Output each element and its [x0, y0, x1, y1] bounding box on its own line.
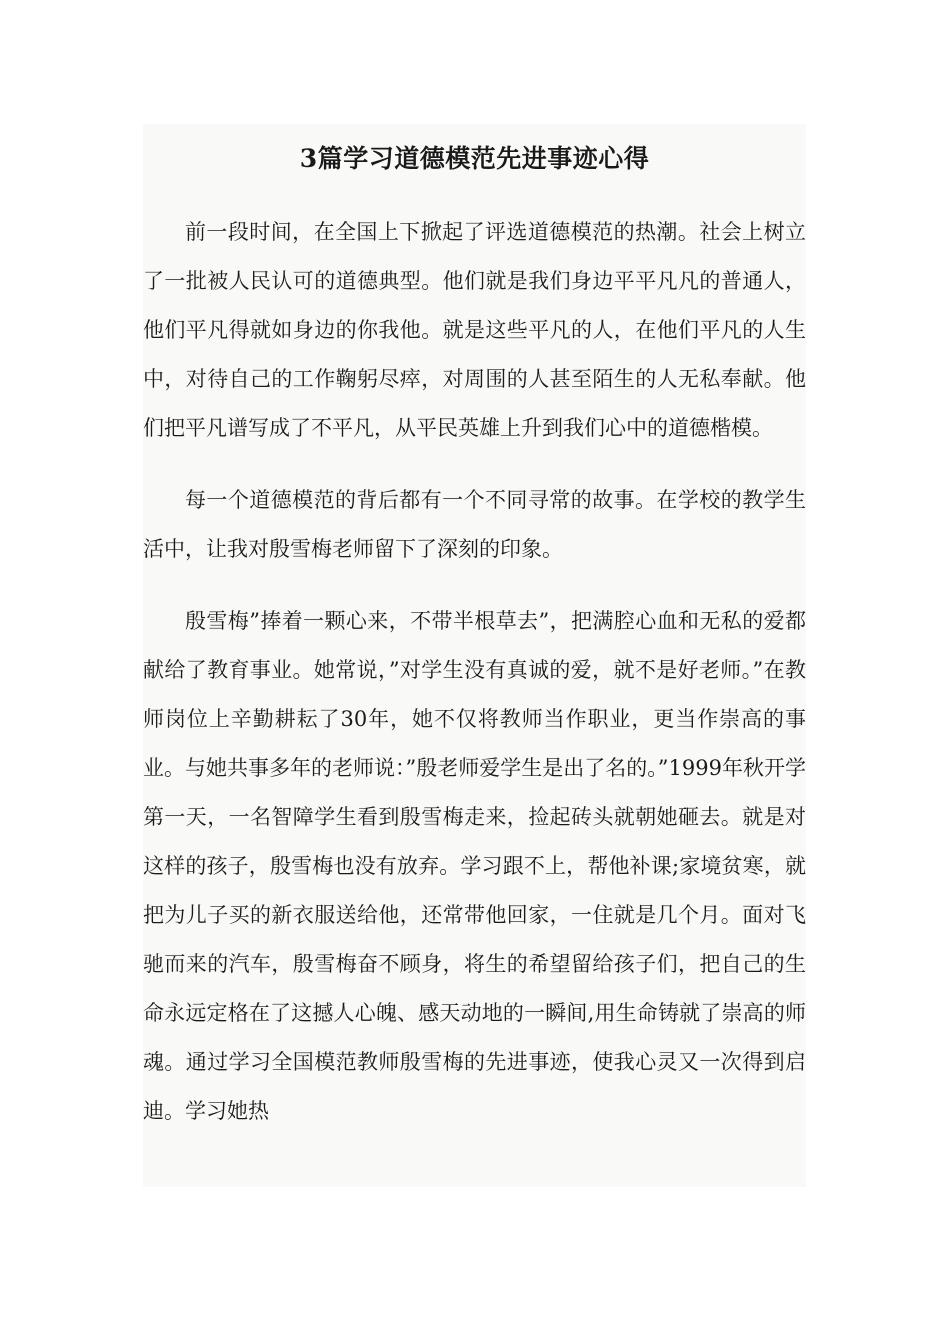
paragraph-2: 每一个道德模范的背后都有一个不同寻常的故事。在学校的教学生活中，让我对殷雪梅老师留下了深刻的印象。: [143, 488, 806, 561]
paragraph-1: 前一段时间，在全国上下掀起了评选道德模范的热潮。社会上树立了一批被人民认可的道德典型。他们就是我们身边平平凡凡的普通人，他们平凡得就如身边的你我他。就是这些平凡的人，在他们平凡的人生中，对待自己的工作鞠躬尽瘁，对周围的人甚至陌生的人无私奉献。他们把平凡谱写成了不平凡，从平民英雄上升到我们心中的道德楷模。: [143, 220, 806, 440]
document-title: 3篇学习道德模范先进事迹心得: [299, 144, 650, 173]
document-page: [143, 124, 806, 1187]
paragraph-3: 殷雪梅”捧着一颗心来，不带半根草去”，把满腔心血和无私的爱都献给了教育事业。她常说，”对学生没有真诚的爱，就不是好老师。”在教师岗位上辛勤耕耘了30年，她不仅将教师当作职业，更当作崇高的事业。与她共事多年的老师说：”殷老师爱学生是出了名的。”1999年秋开学第一天，一名智障学生看到殷雪梅走来，捡起砖头就朝她砸去。就是对这样的孩子，殷雪梅也没有放弃。学习跟不上，帮他补课;家境贫寒，就把为儿子买的新衣服送给他，还常带他回家，一住就是几个月。面对飞驰而来的汽车，殷雪梅奋不顾身，将生的希望留给孩子们，把自己的生命永远定格在了这撼人心魄、感天动地的一瞬间,用生命铸就了崇高的师魂。通过学习全国模范教师殷雪梅的先进事迹，使我心灵又一次得到启迪。学习她热: [143, 609, 806, 1123]
